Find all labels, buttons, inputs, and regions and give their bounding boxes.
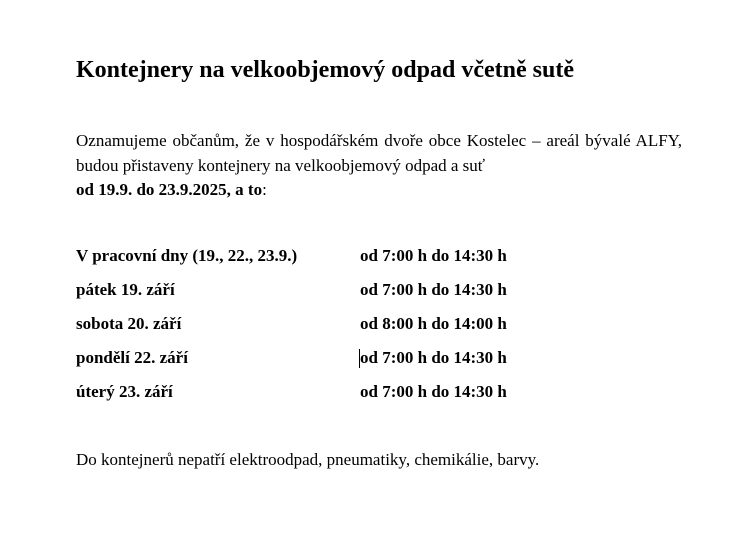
intro-line-2: ALFY, budou přistaveny kontejnery na velkoobjemový odpad a suť (76, 131, 682, 175)
schedule-day: V pracovní dny (19., 22., 23.9.) (76, 246, 298, 265)
schedule-day: pondělí 22. září (76, 348, 188, 367)
intro-line-1: Oznamujeme občanům, že v hospodářském dvoře obce Kostelec – areál bývalé (76, 131, 631, 150)
schedule-row (76, 312, 636, 346)
schedule-time: od 7:00 h do 14:30 h (360, 382, 507, 401)
schedule-time: od 7:00 h do 14:30 h (360, 246, 507, 265)
intro-colon: : (262, 180, 267, 199)
intro-paragraph (76, 129, 682, 203)
schedule-row (76, 346, 636, 380)
date-range: od 19.9. do 23.9.2025, a to (76, 180, 263, 199)
schedule-row (76, 244, 636, 278)
schedule-row (76, 380, 636, 414)
document-title: Kontejnery na velkoobjemový odpad včetně sutě (76, 57, 574, 83)
schedule-day: sobota 20. září (76, 314, 182, 333)
schedule-day: pátek 19. září (76, 280, 175, 299)
exclusion-note: Do kontejnerů nepatří elektroodpad, pneumatiky, chemikálie, barvy. (76, 450, 540, 469)
schedule-time: od 7:00 h do 14:30 h (360, 348, 507, 367)
schedule-list (76, 244, 636, 414)
schedule-time: od 7:00 h do 14:30 h (360, 280, 507, 299)
schedule-row (76, 278, 636, 312)
schedule-time: od 8:00 h do 14:00 h (360, 314, 507, 333)
schedule-day: úterý 23. září (76, 382, 173, 401)
intro-last-line (76, 178, 682, 203)
